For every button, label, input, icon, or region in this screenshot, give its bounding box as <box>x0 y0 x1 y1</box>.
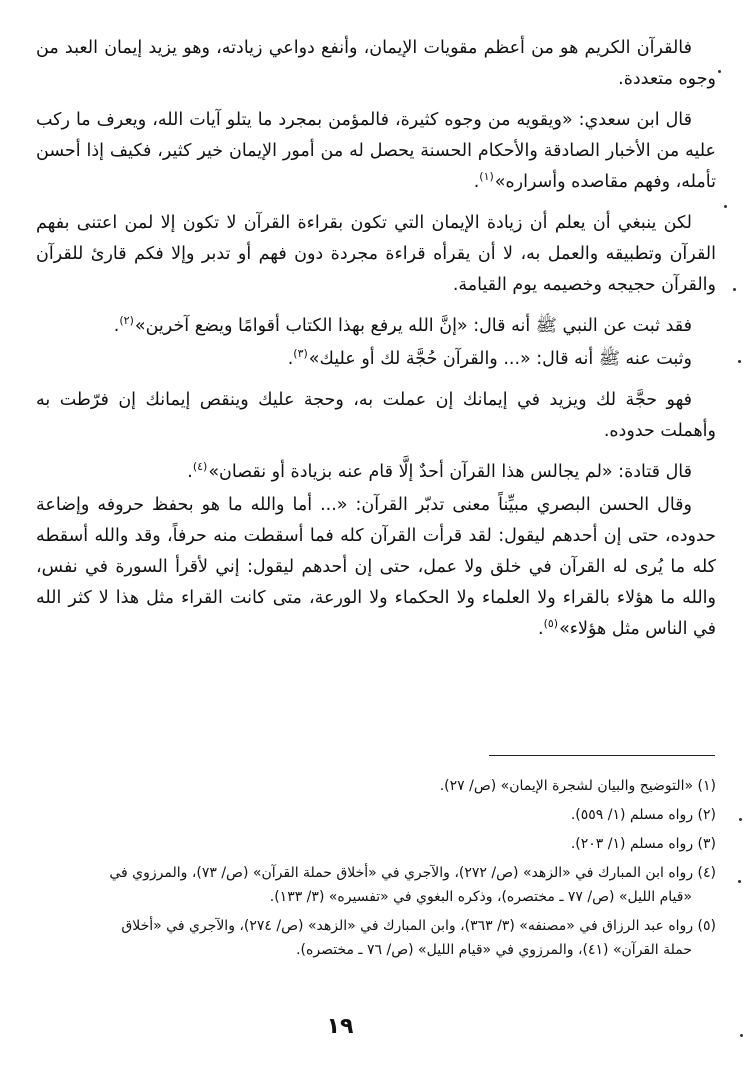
paragraph-8: وقال الحسن البصري مبيِّناً معنى تدبّر القرآن: «... أما والله ما هو بحفظ حروفه وإضاعة حدوده، حتى إن أحدهم ليقول: لقد قرأت القرآن كله فما أسقطت منه حرفاً، وقد والله أسقطه كله ما يُرى له القرآن في خلق ولا عمل، حتى إن أحدهم ليقول: إني لأقرأ السورة في نفس، والله ما هؤلاء بالقراء ولا العلماء ولا الحكماء ولا الورعة، متى كانت القراء مثل هذا لا كثر الله في الناس مثل هؤلاء»$^{(٥)}$. <box>36 495 716 639</box>
paragraph-4-text: فقد ثبت عن النبي ﷺ أنه قال: «إنَّ الله يرفع بهذا الكتاب أقوامًا ويضع آخرين» <box>134 316 692 336</box>
main-text <box>36 33 716 655</box>
footnote-ref-5: (٥) <box>543 617 559 631</box>
footnote-5 <box>36 914 716 962</box>
footnote-4 <box>36 861 716 909</box>
paragraph-5: وثبت عنه ﷺ أنه قال: «... والقرآن حُجَّة لك أو عليك»$^{(٣)}$. <box>287 347 692 369</box>
paragraph-1-text: فالقرآن الكريم هو من أعظم مقويات الإيمان، وأنفع دواعي زيادته، وهو يزيد إيمان العبد من وجوه متعددة. <box>36 38 716 89</box>
footnote-ref-2: (٢) <box>119 314 134 328</box>
footnote-5-line-1: (٥) رواه عبد الرزاق في «مصنفه» (٣/ ٣٦٣)، وابن المبارك في «الزهد» (ص/ ٢٧٤)، والآجري في «أخلاق <box>121 918 716 934</box>
paragraph-4: فقد ثبت عن النبي ﷺ أنه قال: «إنَّ الله يرفع بهذا الكتاب أقوامًا ويضع آخرين»$^{(٢)}$. <box>113 314 692 336</box>
footnote-1: (١) «التوضيح والبيان لشجرة الإيمان» (ص/ ٢٧). <box>439 778 716 794</box>
paragraph-8-text: وقال الحسن البصري مبيِّناً معنى تدبّر القرآن: «... أما والله ما هو بحفظ حروفه وإضاعة حدوده، حتى إن أحدهم ليقول: لقد قرأت القرآن كله فما أسقطت منه حرفاً، وقد والله أسقطه كله ما يُرى له القرآن في خلق ولا عمل، حتى إن أحدهم ليقول: إني لأقرأ السورة في نفس، والله ما هؤلاء بالقراء ولا العلماء ولا الحكماء ولا الورعة، متى كانت القراء مثل هذا لا كثر الله في الناس مثل هؤلاء» <box>36 495 716 639</box>
scan-speck <box>738 360 741 363</box>
paragraph-5-text: وثبت عنه ﷺ أنه قال: «... والقرآن حُجَّة لك أو عليك» <box>308 349 692 369</box>
paragraph-1 <box>36 33 716 95</box>
footnote-5-line-2: حملة القرآن» (٤١)، والمرزوي في «قيام الليل» (ص/ ٧٦ ـ مختصره). <box>296 942 692 958</box>
footnote-3: (٣) رواه مسلم (١/ ٢٠٣). <box>570 836 716 852</box>
footnote-separator <box>489 755 715 756</box>
paragraph-6-text: فهو حجَّة لك ويزيد في إيمانك إن عملت به، وحجة عليك وينقص إيمانك إن فرّطت به وأهملت حدوده. <box>36 390 716 441</box>
footnote-ref-3: (٣) <box>293 347 308 361</box>
paragraph-6 <box>36 385 716 447</box>
scan-speck <box>739 818 742 821</box>
page-number: ١٩ <box>326 1014 354 1039</box>
scan-speck <box>724 205 727 208</box>
footnote-ref-1: (١) <box>479 170 494 184</box>
paragraph-7: قال قتادة: «لم يجالس هذا القرآن أحدٌ إلَّا قام عنه بزيادة أو نقصان»$^{(٤)}$. <box>187 460 692 482</box>
scan-speck <box>718 70 721 73</box>
footnote-4-line-2: «قيام الليل» (ص/ ٧٧ ـ مختصره)، وذكره البغوي في «تفسيره» (٣/ ١٣٣). <box>269 889 692 905</box>
paragraph-7-text: قال قتادة: «لم يجالس هذا القرآن أحدٌ إلَّا قام عنه بزيادة أو نقصان» <box>208 462 692 482</box>
footnotes <box>36 774 716 967</box>
paragraph-2-text: قال ابن سعدي: «ويقويه من وجوه كثيرة، فالمؤمن بمجرد ما يتلو آيات الله، ويعرف ما ركب عليه من الأخبار الصادقة والأحكام الحسنة يحصل له من أمور الإيمان خير كثير، فكيف إذا أحسن تأمله، وفهم مقاصده وأسراره» <box>36 110 716 192</box>
scan-speck <box>738 880 741 883</box>
footnote-4-line-1: (٤) رواه ابن المبارك في «الزهد» (ص/ ٢٧٢)، والآجري في «أخلاق حملة القرآن» (ص/ ٧٣)، والمرزوي في <box>109 865 716 881</box>
footnote-2: (٢) رواه مسلم (١/ ٥٥٩). <box>570 807 716 823</box>
paragraph-2: قال ابن سعدي: «ويقويه من وجوه كثيرة، فالمؤمن بمجرد ما يتلو آيات الله، ويعرف ما ركب عليه من الأخبار الصادقة والأحكام الحسنة يحصل له من أمور الإيمان خير كثير، فكيف إذا أحسن تأمله، وفهم مقاصده وأسراره»$^{(١)}$. <box>36 110 716 192</box>
paragraph-3-text: لكن ينبغي أن يعلم أن زيادة الإيمان التي تكون بقراءة القرآن لا تكون إلا لمن اعتنى بفهم القرآن وتطبيقه والعمل به، لا أن يقرأه قراءة مجردة دون فهم أو تدبر وإلا فكم قارئ للقرآن والقرآن حجيجه وخصيمه يوم القيامة. <box>36 213 716 295</box>
scan-speck <box>733 288 736 291</box>
footnote-ref-4: (٤) <box>192 460 208 474</box>
paragraph-3 <box>36 208 716 301</box>
scan-speck <box>740 1034 743 1037</box>
